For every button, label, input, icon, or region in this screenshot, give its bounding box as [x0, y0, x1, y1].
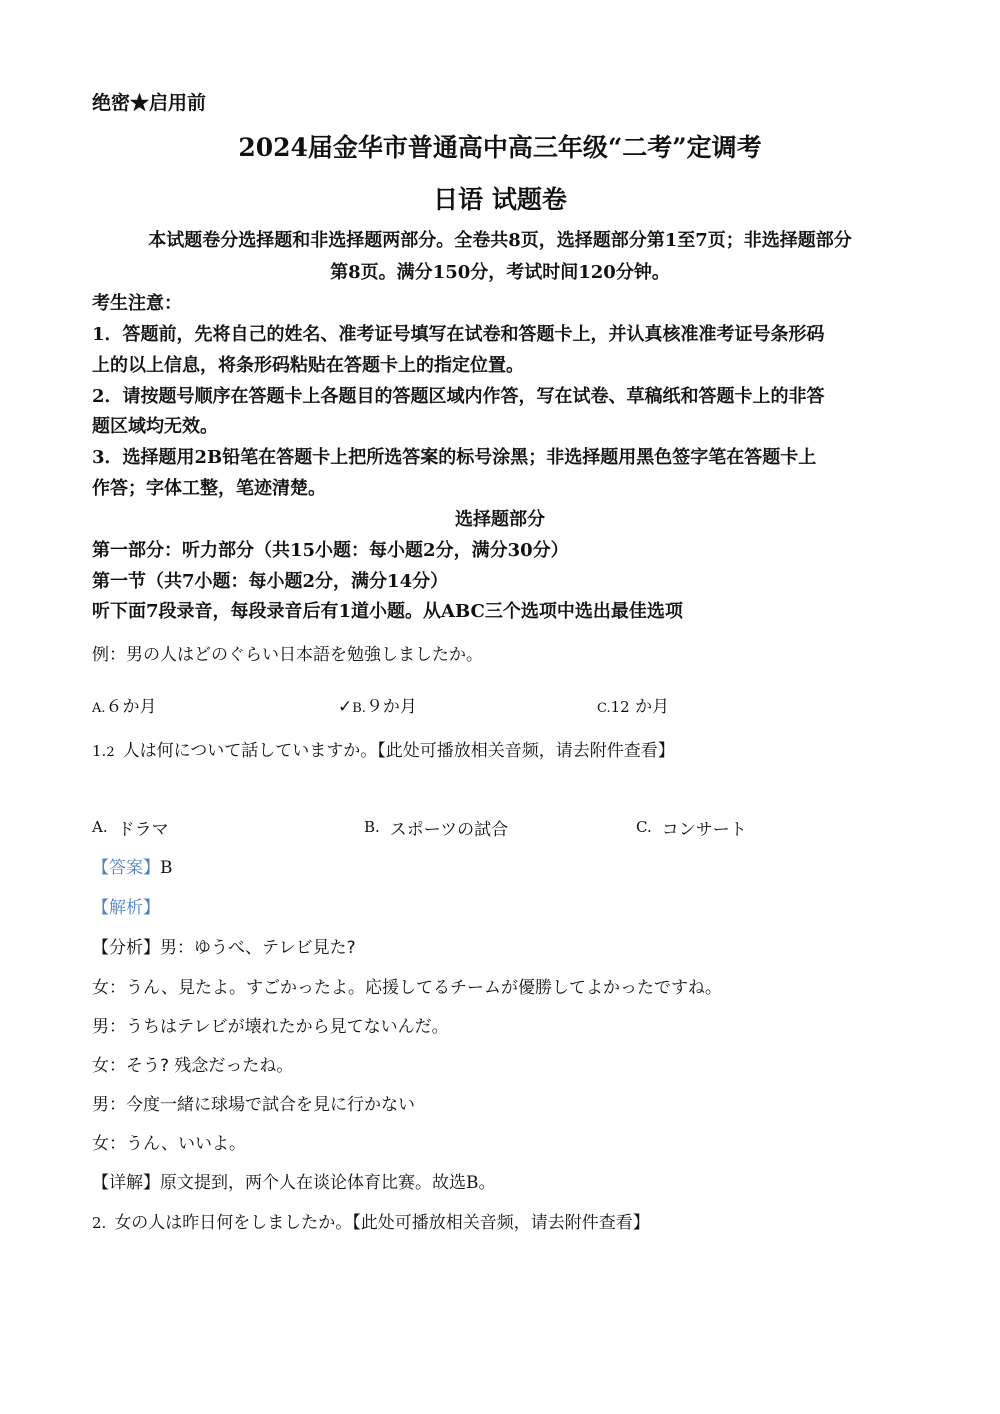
intro-line-2: 第8页。满分150分，考试时间120分钟。	[330, 262, 670, 283]
example-option-b	[338, 692, 417, 717]
option-number: 12	[610, 698, 630, 716]
subsection-1-heading: 第一节（共7小题：每小题2分，满分14分）	[92, 571, 449, 592]
question-text: 人は何について話していますか。【此处可播放相关音频，请去附件查看】	[122, 741, 675, 761]
example-option-c	[597, 692, 669, 717]
question-2	[92, 1208, 650, 1233]
notice-item-1a: 1．答题前，先将自己的姓名、准考证号填写在试卷和答题卡上，并认真核准准考证号条形码	[92, 324, 825, 345]
answer-value: B	[160, 858, 173, 878]
paper-title: 日语 试题卷	[433, 185, 567, 214]
notice-item-3b: 作答；字体工整，笔迹清楚。	[92, 478, 326, 499]
question-number: 2.	[92, 1214, 107, 1232]
part-1-heading: 第一部分：听力部分（共15小题：每小题2分，满分30分）	[92, 540, 569, 561]
question-number: 1.	[92, 742, 107, 760]
example-question: 例：男の人はどのぐらい日本語を勉強しましたか。	[92, 645, 483, 665]
option-letter: B.	[352, 701, 366, 716]
dialogue-line: 男：うちはテレビが壊れたから見てないんだ。	[92, 1017, 449, 1037]
notice-heading: 考生注意：	[92, 293, 182, 314]
question-1	[92, 736, 675, 761]
notice-item-2a: 2．请按题号顺序在答题卡上各题目的答题区域内作答，写在试卷、草稿纸和答题卡上的非答	[92, 386, 825, 407]
dialogue-line: 女：うん、見たよ。すごかったよ。応援してるチームが優勝してよかったですね。	[92, 978, 723, 998]
notice-item-1b: 上的以上信息，将条形码粘贴在答题卡上的指定位置。	[92, 355, 524, 376]
option-text: ９か月	[365, 697, 417, 717]
analysis-label: 【解析】	[92, 898, 160, 918]
notice-item-2b: 题区域均无效。	[92, 416, 218, 437]
example-option-a	[92, 692, 157, 717]
option-letter: C.	[597, 701, 611, 716]
dialogue-line: 女：うん、いいよ。	[92, 1134, 247, 1154]
option-text: ６か月	[105, 697, 157, 717]
dialogue-line: 男：今度一緒に球場で試合を見に行かない	[92, 1095, 415, 1115]
option-text: ドラマ	[117, 820, 169, 840]
listening-instruction: 听下面7段录音，每段录音后有1道小题。从ABC三个选项中选出最佳选项	[92, 601, 683, 622]
question-sub-number: 2	[106, 745, 115, 760]
option-text: スポーツの試合	[389, 820, 509, 840]
dialogue-line: 女：そう? 残念だったね。	[92, 1056, 294, 1076]
section-title: 选择题部分	[455, 509, 545, 530]
notice-item-3a: 3．选择题用2B铅笔在答题卡上把所选答案的标号涂黑；非选择题用黑色签字笔在答题卡上	[92, 447, 817, 468]
exam-title: 2024届金华市普通高中高三年级“二考”定调考	[238, 133, 762, 162]
answer-label: 【答案】	[92, 858, 160, 878]
q1-option-c	[636, 815, 747, 840]
intro-line-1: 本试题卷分选择题和非选择题两部分。全卷共8页，选择题部分第1至7页；非选择题部分	[148, 230, 852, 251]
confidential-mark: 绝密★启用前	[92, 92, 207, 114]
question-text: 女の人は昨日何をしましたか。【此处可播放相关音频，请去附件查看】	[114, 1213, 650, 1233]
check-mark-icon: ✓	[338, 697, 353, 717]
option-text: か月	[635, 697, 670, 717]
option-text: コンサート	[661, 820, 747, 840]
option-letter: A.	[92, 701, 106, 716]
detail-explanation: 【详解】原文提到，两个人在谈论体育比赛。故选B。	[92, 1173, 496, 1193]
dialogue-line: 【分析】男：ゆうべ、テレビ見た?	[92, 938, 356, 958]
answer-line	[92, 853, 173, 878]
option-letter: A.	[92, 818, 108, 836]
option-letter: C.	[636, 818, 652, 836]
q1-option-b	[364, 815, 508, 840]
option-letter: B.	[364, 818, 380, 836]
q1-option-a	[92, 815, 169, 840]
